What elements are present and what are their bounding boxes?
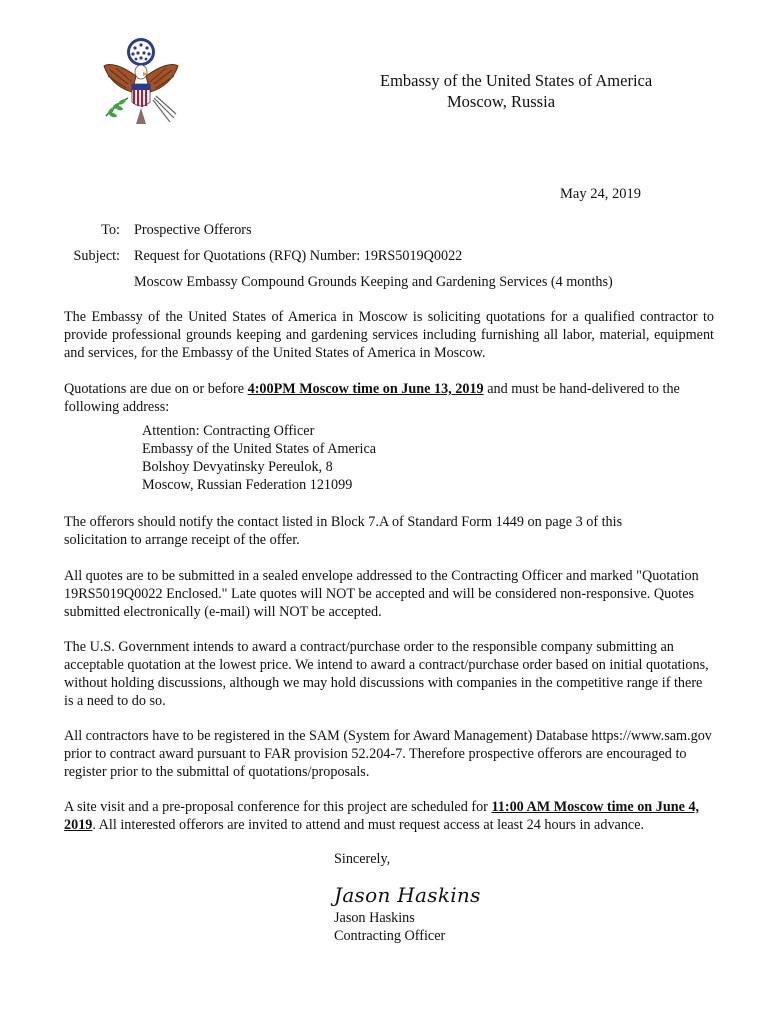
handwritten-signature: Jason Haskins — [334, 883, 481, 907]
address-line: Bolshoy Devyatinsky Pereulok, 8 — [142, 459, 333, 475]
paragraph-due-date — [64, 380, 714, 416]
paragraph-award: The U.S. Government intends to award a contract/purchase order to the responsible company submitting an acceptable quotation at the lowest price. We intend to award a contract/purchase order based on initial quotations, without holding discussions, although we may hold discussions with companies in the competitive range if there is a need to do so. — [64, 639, 709, 709]
letterhead-line-2: Moscow, Russia — [447, 92, 556, 111]
salutation: Sincerely, — [334, 851, 391, 867]
due-text-post: and must be hand-delivered to the following address: — [64, 381, 680, 415]
letter-date: May 24, 2019 — [560, 186, 641, 202]
to-value: Prospective Offerors — [134, 222, 252, 238]
delivery-address — [142, 422, 376, 494]
letterhead-line-1: Embassy of the United States of America — [380, 71, 653, 90]
due-deadline: 4:00PM Moscow time on June 13, 2019 — [247, 381, 484, 397]
signer-name: Jason Haskins — [334, 910, 415, 926]
paragraph-sam-registration: All contractors have to be registered in the SAM (System for Award Management) Database https://www.sam.gov prior to contract award pursuant to FAR provision 52.204-7. Therefore prospective offerors are encouraged to register prior to the submittal of quotations/proposals. — [64, 728, 712, 780]
letterhead — [380, 70, 652, 112]
site-visit-post: . All interested offerors are invited to attend and must request access at least 24 hours in advance. — [92, 817, 645, 833]
address-line: Moscow, Russian Federation 121099 — [142, 477, 353, 493]
subject-label: Subject: — [73, 248, 120, 264]
subject-line-2: Moscow Embassy Compound Grounds Keeping and Gardening Services (4 months) — [134, 274, 613, 290]
subject-line-1: Request for Quotations (RFQ) Number: 19RS5019Q0022 — [134, 248, 463, 264]
address-line: Attention: Contracting Officer — [142, 423, 315, 439]
signer-title: Contracting Officer — [334, 928, 446, 944]
embassy-seal-logo — [98, 36, 184, 128]
paragraph-submission: All quotes are to be submitted in a sealed envelope addressed to the Contracting Officer and marked "Quotation 19RS5019Q0022 Enclosed." Late quotes will NOT be accepted and will be considered non-responsive. Quotes submitted electronically (e-mail) will NOT be accepted. — [64, 568, 699, 620]
paragraph-intro: The Embassy of the United States of America in Moscow is soliciting quotations for a qualified contractor to provide professional grounds keeping and gardening services including furnishing all labor, material, equipment and services, for the Embassy of the United States of America in Moscow. — [64, 309, 714, 361]
address-line: Embassy of the United States of America — [142, 441, 377, 457]
paragraph-site-visit — [64, 798, 714, 834]
due-text-pre: Quotations are due on or before — [64, 381, 248, 397]
site-visit-datetime: 11:00 AM Moscow time on June 4, 2019 — [64, 799, 700, 833]
paragraph-notify: The offerors should notify the contact listed in Block 7.A of Standard Form 1449 on page 3 of this solicitation to arrange receipt of the offer. — [64, 514, 623, 548]
to-label: To: — [101, 222, 120, 238]
site-visit-pre: A site visit and a pre-proposal conference for this project are scheduled for — [64, 799, 492, 815]
